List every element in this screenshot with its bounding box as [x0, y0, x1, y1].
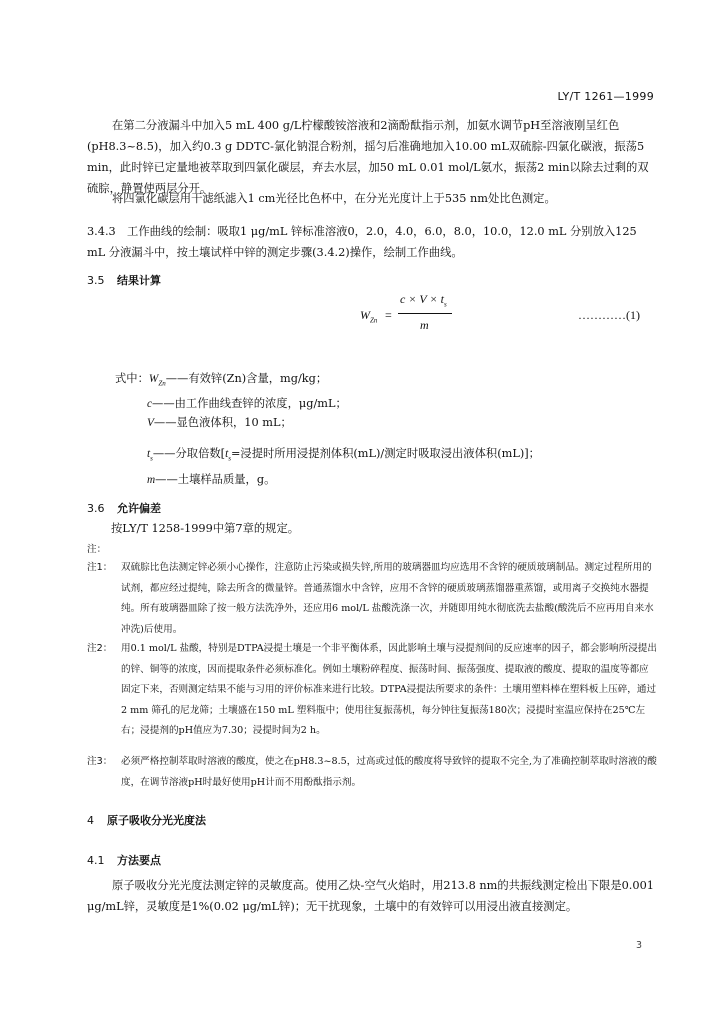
paragraph-3-6: 按LY/T 1258-1999中第7章的规定。 [111, 522, 300, 535]
paragraph-extraction-procedure: 在第二分液漏斗中加入5 mL 400 g/L柠檬酸铵溶液和2滴酚酞指示剂，加氨水调节pH至溶液刚呈红色(pH8.3~8.5)，加入约0.3 g DDTC-氯化钠混合粉剂，摇匀后准确地加入10.00 mL双硫腙-四氯化碳液，振荡5 min，此时锌已定量地被萃取到四氯化碳层，弃去水层，加50 mL 0.01 mol/L氨水，振荡2 min以除去过剩的双硫腙，静置使两层分开。 [87, 119, 649, 195]
notes-heading: 注： [87, 544, 107, 555]
page-number: 3 [636, 940, 643, 951]
note-1-text: 双硫腙比色法测定锌必须小心操作，注意防止污染或损失锌,所用的玻璃器皿均应选用不含锌的硬质玻璃制品。测定过程所用的试剂，都应经过提纯，除去所含的微量锌。普通蒸馏水中含锌，应用不含锌的硬质玻璃蒸馏器重蒸馏，或用离子交换纯水器提纯。所有玻璃器皿除了按一般方法洗净外，还应用6 mol/L 盐酸洗涤一次，并随即用纯水彻底洗去盐酸(酸洗后不应再用自来水冲洗)后使用。 [121, 562, 654, 635]
note-3-text: 必须严格控制萃取时溶液的酸度，使之在pH8.3~8.5，过高或过低的酸度将导致锌的提取不完全,为了准确控制萃取时溶液的酸度，在调节溶液pH时最好使用pH计而不用酚酞指示剂。 [121, 756, 657, 788]
paragraph-3-4-3-working-curve: 3.4.3 工作曲线的绘制：吸取1 μg/mL 锌标准溶液0，2.0，4.0，6.0，8.0，10.0，12.0 mL 分别放入125 mL 分液漏斗中，按土壤试样中锌的测定步骤(3.4.2)操作，绘制工作曲线。 [87, 225, 637, 259]
section-heading-3-5 [87, 272, 161, 288]
formula-numerator: $c \times V \times t_s$ [400, 292, 447, 309]
definition-c: c——由工作曲线查锌的浓度，μg/mL； [147, 397, 347, 410]
fraction-bar [398, 313, 452, 314]
definition-ts: $t_s——$分取倍数[$t_s=$浸提时所用浸提剂体积(mL)/测定时吸取浸出液体积(mL)]； [147, 447, 540, 463]
note-1 [87, 558, 657, 640]
formula-equals: = [385, 308, 392, 322]
section-heading-3-6: 3.6 允许偏差 [87, 502, 161, 515]
definition-m: m——土壤样品质量，g。 [147, 473, 276, 486]
note-2-text: 用0.1 mol/L 盐酸，特别是DTPA浸提土壤是一个非平衡体系，因此影响土壤与浸提剂间的反应速率的因子，都会影响所浸提出的锌、铜等的浓度，因而提取条件必须标准化。例如土壤粉碎程度、振荡时间、振荡强度、提取液的酸度、提取的温度等都应固定下来，否则测定结果不能与习用的评价标准来进行比较。DTPA浸提法所要求的条件：土壤用塑料棒在塑料板上压碎，通过2 mm 筛孔的尼龙筛；土壤盛在150 mL 塑料瓶中；使用往复振荡机，每分钟往复振荡180次；浸提时室温应保持在25℃左右；浸提剂的pH值应为7.30；浸提时间为2 h。 [121, 643, 657, 736]
note-1-label: 注1： [87, 562, 113, 573]
formula-lhs: $W_{Zn}$ [360, 308, 378, 325]
definition-v: V——显色液体积，10 mL； [147, 416, 292, 429]
formula-number: …………(1) [578, 308, 640, 322]
note-3-label: 注3： [87, 756, 113, 767]
note-3 [87, 752, 657, 793]
paragraph-4-1: 原子吸收分光光度法测定锌的灵敏度高。使用乙炔-空气火焰时，用213.8 nm的共振线测定检出下限是0.001 μg/mL锌，灵敏度是1%(0.02 μg/mL锌)；无干扰现象，土壤中的有效锌可以用浸出液直接测定。 [87, 879, 654, 913]
section-heading-4-1: 4.1 方法要点 [87, 854, 161, 867]
standard-number-header: LY/T 1261—1999 [557, 90, 654, 103]
paragraph-colorimetry: 将四氯化碳层用干滤纸滤入1 cm光径比色杯中，在分光光度计上于535 nm处比色测定。 [112, 192, 556, 205]
note-2-label: 注2： [87, 643, 113, 654]
definition-wzn: 式中：$W_{Zn}——$有效锌(Zn)含量，mg/kg； [115, 372, 328, 388]
section-heading-4: 4 原子吸收分光光度法 [87, 814, 206, 827]
section-title: 结果计算 [117, 274, 161, 287]
section-number: 3.5 [87, 274, 105, 287]
formula-denominator: m [420, 318, 429, 332]
note-2 [87, 639, 657, 742]
formula-1 [360, 292, 660, 342]
